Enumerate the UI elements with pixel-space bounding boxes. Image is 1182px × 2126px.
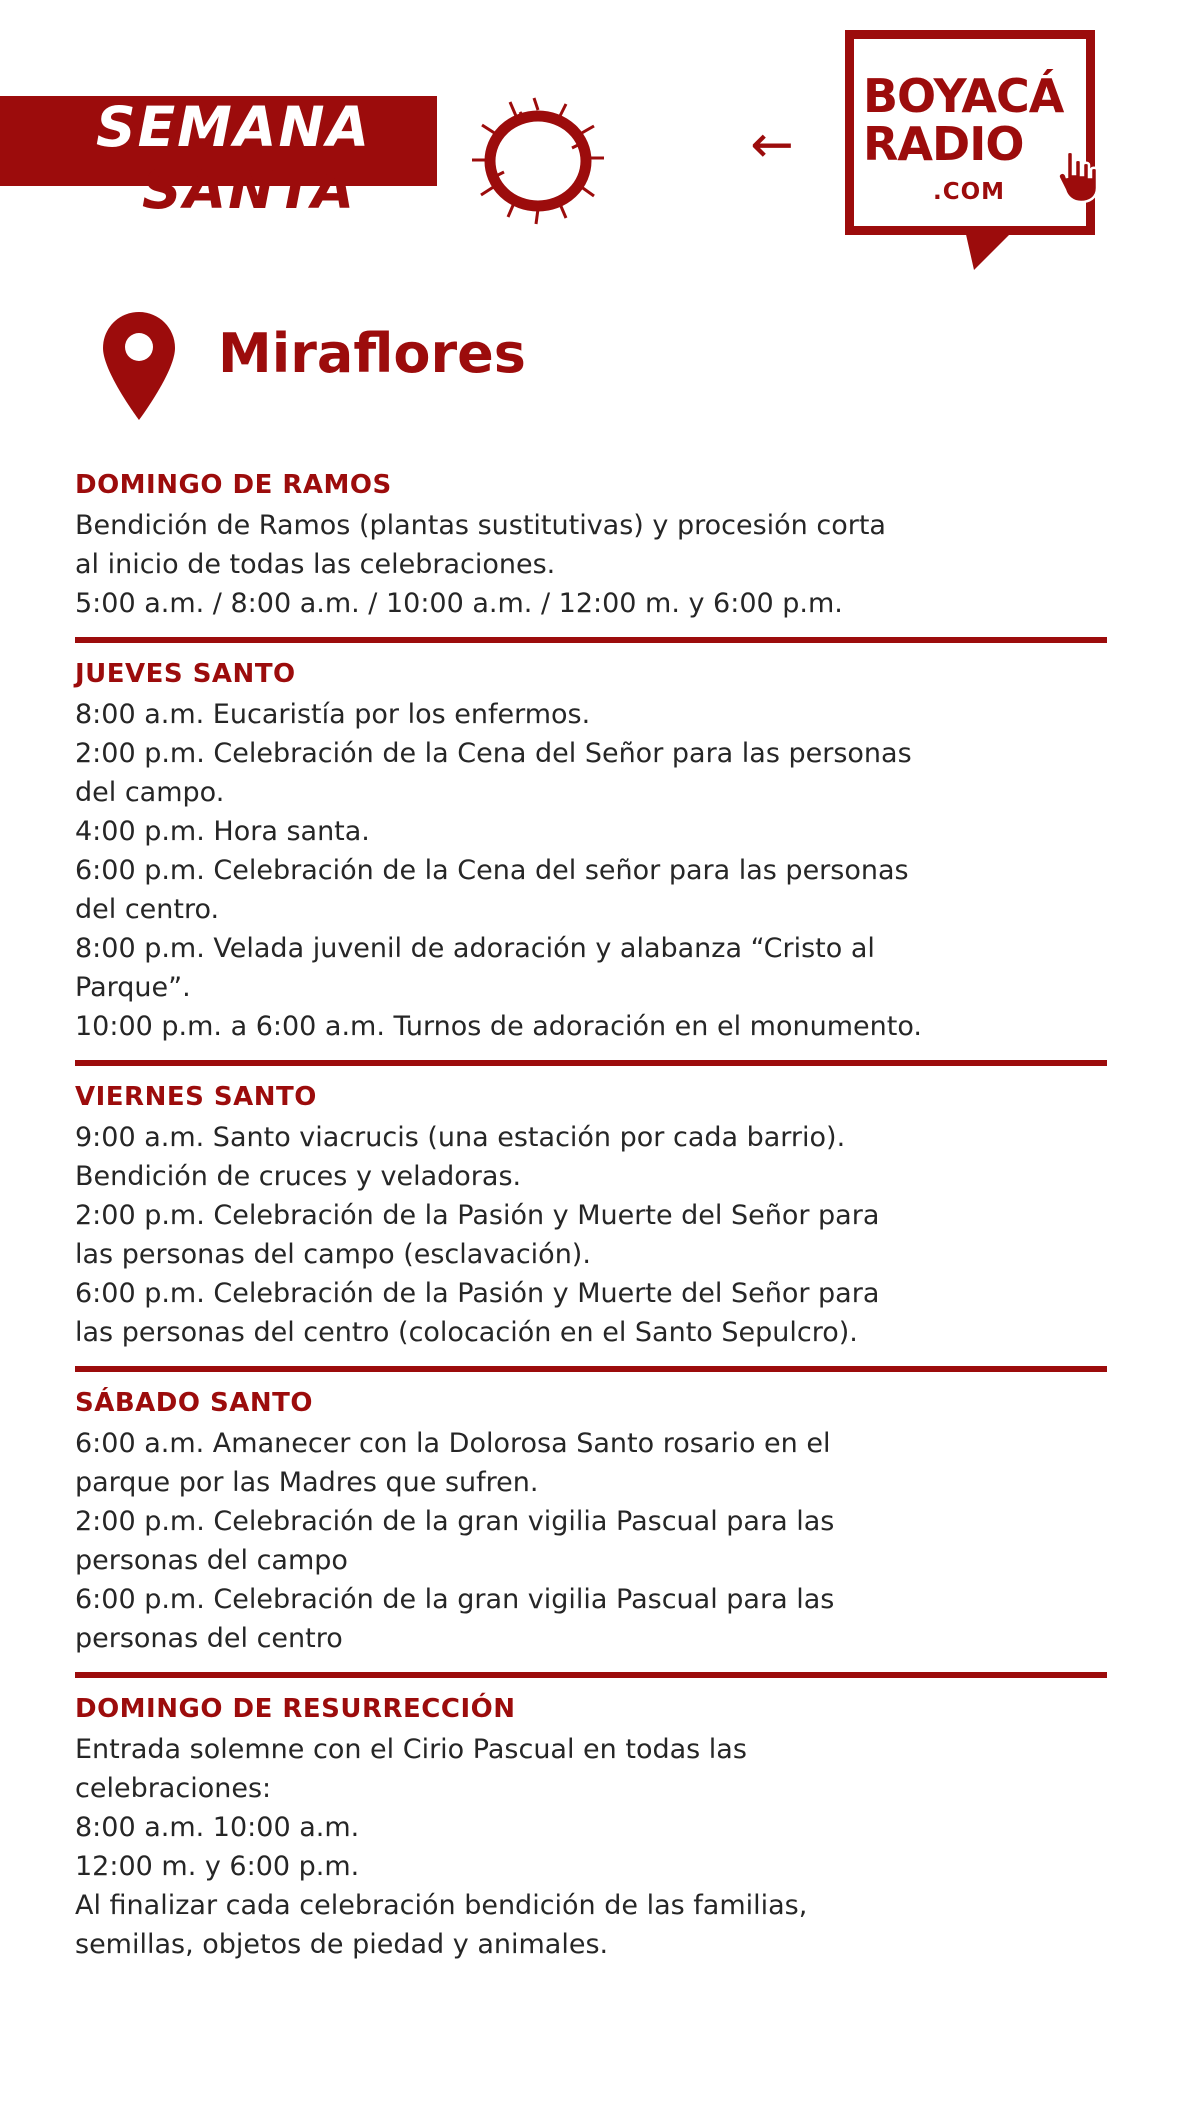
schedule-line: 6:00 p.m. Celebración de la Pasión y Muerte del Señor para <box>75 1278 880 1309</box>
schedule-line: Al finalizar cada celebración bendición de las familias, <box>75 1890 808 1921</box>
back-arrow-icon[interactable]: ← <box>750 115 794 175</box>
boyaca-radio-logo[interactable] <box>845 30 1105 250</box>
schedule-line: 8:00 p.m. Velada juvenil de adoración y alabanza “Cristo al <box>75 933 875 964</box>
schedule-section-title: DOMINGO DE RAMOS <box>75 470 392 500</box>
logo-text-line3: .COM <box>933 179 1006 205</box>
schedule-section <box>75 637 1107 1046</box>
semana-santa-title <box>96 96 496 220</box>
schedule-line: Bendición de Ramos (plantas sustitutivas) y procesión corta <box>75 510 886 541</box>
crown-of-thorns-icon <box>468 96 608 226</box>
schedule-line: del centro. <box>75 894 220 925</box>
schedule-section <box>75 1060 1107 1352</box>
logo-text-line1: BOYACÁ <box>863 69 1064 123</box>
schedule-line: 9:00 a.m. Santo viacrucis (una estación por cada barrio). <box>75 1122 846 1153</box>
schedule-line: 8:00 a.m. Eucaristía por los enfermos. <box>75 699 591 730</box>
schedule-section <box>75 1672 1107 1964</box>
schedule-line: 8:00 a.m. 10:00 a.m. <box>75 1812 360 1843</box>
semana-santa-title-line2: SANTA <box>142 157 357 221</box>
schedule-section <box>75 1366 1107 1658</box>
schedule-line: 2:00 p.m. Celebración de la Cena del Señor para las personas <box>75 738 912 769</box>
schedule-line: las personas del campo (esclavación). <box>75 1239 591 1270</box>
schedule-line: 6:00 p.m. Celebración de la gran vigilia Pascual para las <box>75 1584 835 1615</box>
schedule-section-title: SÁBADO SANTO <box>75 1388 313 1418</box>
schedule-line: Entrada solemne con el Cirio Pascual en todas las <box>75 1734 747 1765</box>
schedule-line: 4:00 p.m. Hora santa. <box>75 816 370 847</box>
schedule-section-title: DOMINGO DE RESURRECCIÓN <box>75 1694 516 1724</box>
city-name: Miraflores <box>218 322 526 385</box>
schedule-section <box>75 460 1107 623</box>
schedule-line: 10:00 p.m. a 6:00 a.m. Turnos de adoración en el monumento. <box>75 1011 922 1042</box>
schedule-line: Bendición de cruces y veladoras. <box>75 1161 522 1192</box>
schedule-line: celebraciones: <box>75 1773 272 1804</box>
schedule-section-title: JUEVES SANTO <box>75 659 296 689</box>
schedule-section-title: VIERNES SANTO <box>75 1082 317 1112</box>
schedule-line: 2:00 p.m. Celebración de la gran vigilia Pascual para las <box>75 1506 835 1537</box>
schedule-line: 6:00 p.m. Celebración de la Cena del señor para las personas <box>75 855 909 886</box>
schedule-line: del campo. <box>75 777 225 808</box>
location-section <box>0 290 1182 460</box>
schedule-line: personas del centro <box>75 1623 343 1654</box>
poster-header <box>0 0 1182 290</box>
schedule-list <box>0 460 1182 2004</box>
schedule-line: 2:00 p.m. Celebración de la Pasión y Muerte del Señor para <box>75 1200 880 1231</box>
schedule-line: 12:00 m. y 6:00 p.m. <box>75 1851 360 1882</box>
schedule-line: personas del campo <box>75 1545 348 1576</box>
logo-text-line2: RADIO <box>863 117 1024 171</box>
logo-speech-bubble-tail <box>965 230 1014 270</box>
schedule-line: semillas, objetos de piedad y animales. <box>75 1929 609 1960</box>
schedule-line: 6:00 a.m. Amanecer con la Dolorosa Santo rosario en el <box>75 1428 831 1459</box>
schedule-line: las personas del centro (colocación en el Santo Sepulcro). <box>75 1317 858 1348</box>
map-pin-icon <box>100 310 178 422</box>
semana-santa-title-line1: SEMANA <box>96 95 372 159</box>
schedule-line: Parque”. <box>75 972 191 1003</box>
schedule-line: 5:00 a.m. / 8:00 a.m. / 10:00 a.m. / 12:00 m. y 6:00 p.m. <box>75 588 843 619</box>
schedule-line: parque por las Madres que sufren. <box>75 1467 539 1498</box>
schedule-line: al inicio de todas las celebraciones. <box>75 549 556 580</box>
hand-cursor-icon <box>1055 150 1099 204</box>
